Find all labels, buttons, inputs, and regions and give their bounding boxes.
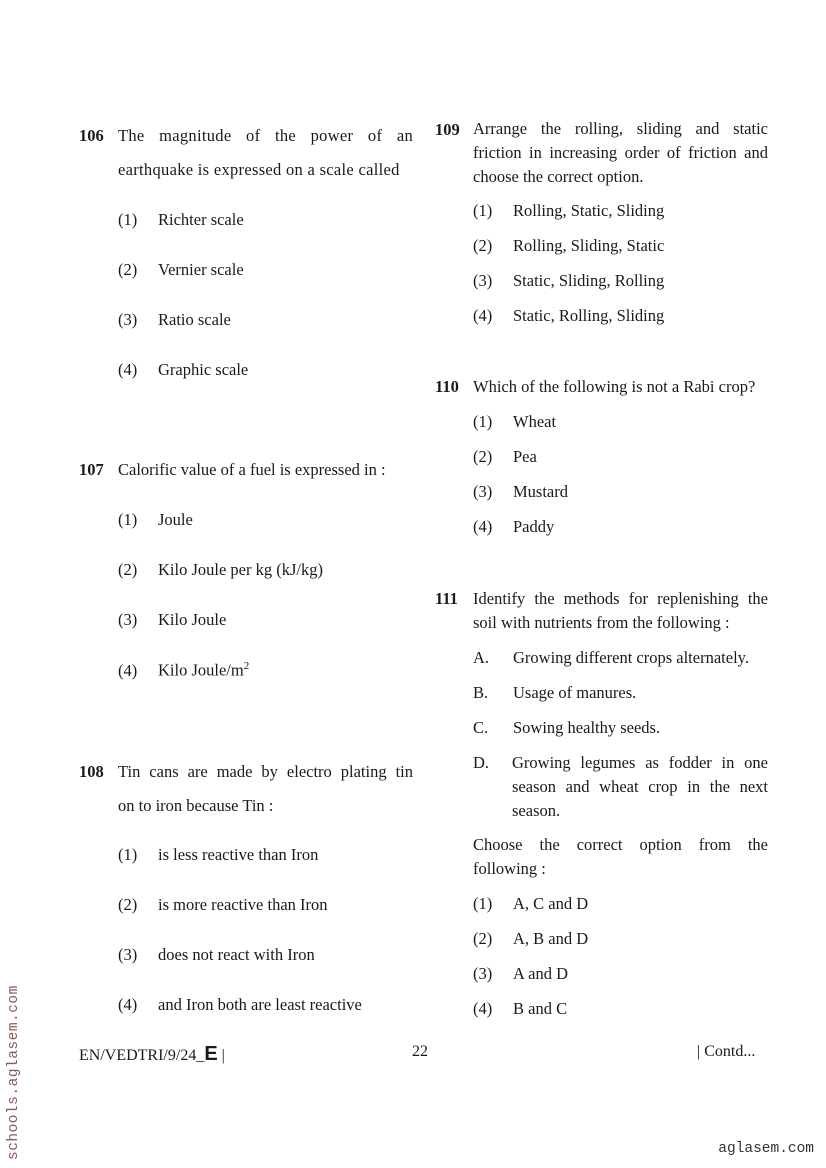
question-109-stem-line1: Arrange the rolling, sliding and static	[473, 119, 768, 138]
option-text: Paddy	[513, 517, 555, 536]
option-label: (1)	[473, 412, 493, 431]
option-text: Rolling, Static, Sliding	[513, 201, 665, 220]
option-label: (2)	[118, 895, 138, 914]
option-text: Ratio scale	[158, 310, 231, 329]
footer-separator: |	[221, 1047, 225, 1064]
option-111-1	[473, 894, 588, 914]
option-text: is less reactive than Iron	[158, 845, 319, 864]
option-108-4	[118, 995, 362, 1015]
option-text: does not react with Iron	[158, 945, 315, 964]
question-106-stem-line1: The magnitude of the power of an	[118, 126, 413, 145]
option-107-4	[118, 660, 249, 681]
option-text: Static, Sliding, Rolling	[513, 271, 665, 290]
question-number-108: 108	[79, 762, 104, 781]
option-label: (2)	[473, 447, 493, 466]
option-110-1	[473, 412, 556, 432]
option-text: Kilo Joule/m	[158, 660, 244, 680]
option-label: (2)	[473, 929, 493, 948]
option-text: Joule	[158, 510, 193, 529]
option-text: B and C	[513, 999, 568, 1018]
option-text: Graphic scale	[158, 360, 249, 379]
paper-set: E	[204, 1043, 218, 1065]
superscript: 2	[243, 660, 250, 672]
statement-text-line2: season and wheat crop in the next	[512, 777, 768, 796]
option-text: A, B and D	[513, 929, 589, 948]
statement-111-b	[473, 683, 636, 703]
side-watermark: schools.aglasem.com	[6, 985, 22, 1160]
option-107-1	[118, 510, 193, 530]
statement-label: C.	[473, 718, 489, 737]
option-111-3	[473, 964, 568, 984]
option-106-2	[118, 260, 244, 280]
option-108-3	[118, 945, 315, 965]
option-109-4	[473, 306, 664, 326]
option-109-3	[473, 271, 664, 291]
statement-text: Growing different crops alternately.	[513, 648, 749, 667]
option-label: (2)	[473, 236, 493, 255]
paper-code: EN/VEDTRI/9/24_	[79, 1047, 205, 1064]
question-number-107: 107	[79, 460, 104, 479]
statement-111-d-text	[512, 751, 768, 823]
question-107-stem: Calorific value of a fuel is expressed in :	[118, 460, 386, 479]
statement-111-a	[473, 648, 749, 668]
option-label: (3)	[118, 610, 138, 629]
option-text: A and D	[513, 964, 568, 983]
option-108-1	[118, 845, 318, 865]
option-107-3	[118, 610, 226, 630]
option-text: Mustard	[513, 482, 568, 501]
statement-text: Usage of manures.	[513, 683, 637, 702]
statement-text-line3: season.	[512, 801, 561, 820]
option-text: Richter scale	[158, 210, 244, 229]
option-106-4	[118, 360, 248, 380]
statement-label: B.	[473, 683, 489, 702]
question-number-109: 109	[435, 120, 460, 139]
question-number-110: 110	[435, 377, 459, 396]
question-109-stem-line3: choose the correct option.	[473, 167, 644, 186]
question-109-stem-line2: friction in increasing order of friction and	[473, 143, 768, 162]
bottom-watermark: aglasem.com	[718, 1141, 814, 1157]
option-text: Wheat	[513, 412, 557, 431]
option-text: Kilo Joule	[158, 610, 227, 629]
statement-label: D.	[473, 753, 490, 772]
option-text: A, C and D	[513, 894, 589, 913]
question-110-stem: Which of the following is not a Rabi crop?	[473, 377, 756, 396]
option-text: Rolling, Sliding, Static	[513, 236, 665, 255]
option-label: (1)	[118, 845, 138, 864]
option-label: (3)	[473, 964, 493, 983]
option-111-2	[473, 929, 588, 949]
question-number-111: 111	[435, 589, 458, 608]
option-109-1	[473, 201, 664, 221]
option-label: (1)	[473, 894, 493, 913]
option-text: Pea	[513, 447, 537, 466]
question-111-stem	[473, 587, 768, 635]
option-110-4	[473, 517, 554, 537]
option-107-2	[118, 560, 323, 580]
question-109-stem	[473, 117, 768, 189]
page-number: 22	[412, 1043, 428, 1060]
option-label: (3)	[473, 482, 493, 501]
question-108-stem-line2: on to iron because Tin :	[118, 796, 274, 815]
option-label: (4)	[473, 999, 493, 1018]
option-label: (3)	[118, 945, 138, 964]
statement-text: Sowing healthy seeds.	[513, 718, 661, 737]
option-108-2	[118, 895, 328, 915]
option-label: (1)	[473, 201, 493, 220]
option-text: and Iron both are least reactive	[158, 995, 362, 1014]
option-109-2	[473, 236, 664, 256]
statement-111-d	[473, 753, 513, 773]
option-106-1	[118, 210, 244, 230]
contd-label: | Contd...	[697, 1043, 756, 1060]
option-label: (1)	[118, 510, 138, 529]
option-label: (1)	[118, 210, 138, 229]
option-label: (2)	[118, 260, 138, 279]
question-106-stem-line2: earthquake is expressed on a scale called	[118, 160, 400, 179]
option-text: Vernier scale	[158, 260, 244, 279]
option-text: is more reactive than Iron	[158, 895, 328, 914]
option-110-3	[473, 482, 568, 502]
option-106-3	[118, 310, 231, 330]
question-111-choose	[473, 833, 768, 881]
option-label: (3)	[118, 310, 138, 329]
question-108-stem-line1: Tin cans are made by electro plating tin	[118, 762, 413, 781]
option-text: Static, Rolling, Sliding	[513, 306, 665, 325]
question-number-106: 106	[79, 126, 104, 145]
footer-code	[79, 1043, 225, 1066]
choose-line1: Choose the correct option from the	[473, 835, 768, 854]
question-108-stem	[118, 760, 413, 818]
question-111-stem-line2: soil with nutrients from the following :	[473, 613, 730, 632]
statement-111-c	[473, 718, 660, 738]
option-label: (3)	[473, 271, 493, 290]
option-110-2	[473, 447, 537, 467]
option-label: (2)	[118, 560, 138, 579]
option-111-4	[473, 999, 567, 1019]
question-111-stem-line1: Identify the methods for replenishing the	[473, 589, 768, 608]
option-label: (4)	[473, 306, 493, 325]
statement-label: A.	[473, 648, 490, 667]
option-label: (4)	[118, 995, 138, 1014]
option-label: (4)	[118, 660, 138, 680]
option-text: Kilo Joule per kg (kJ/kg)	[158, 560, 323, 579]
option-label: (4)	[118, 360, 138, 379]
statement-text-line1: Growing legumes as fodder in one	[512, 753, 768, 772]
option-label: (4)	[473, 517, 493, 536]
question-106-stem	[118, 124, 413, 182]
choose-line2: following :	[473, 859, 546, 878]
